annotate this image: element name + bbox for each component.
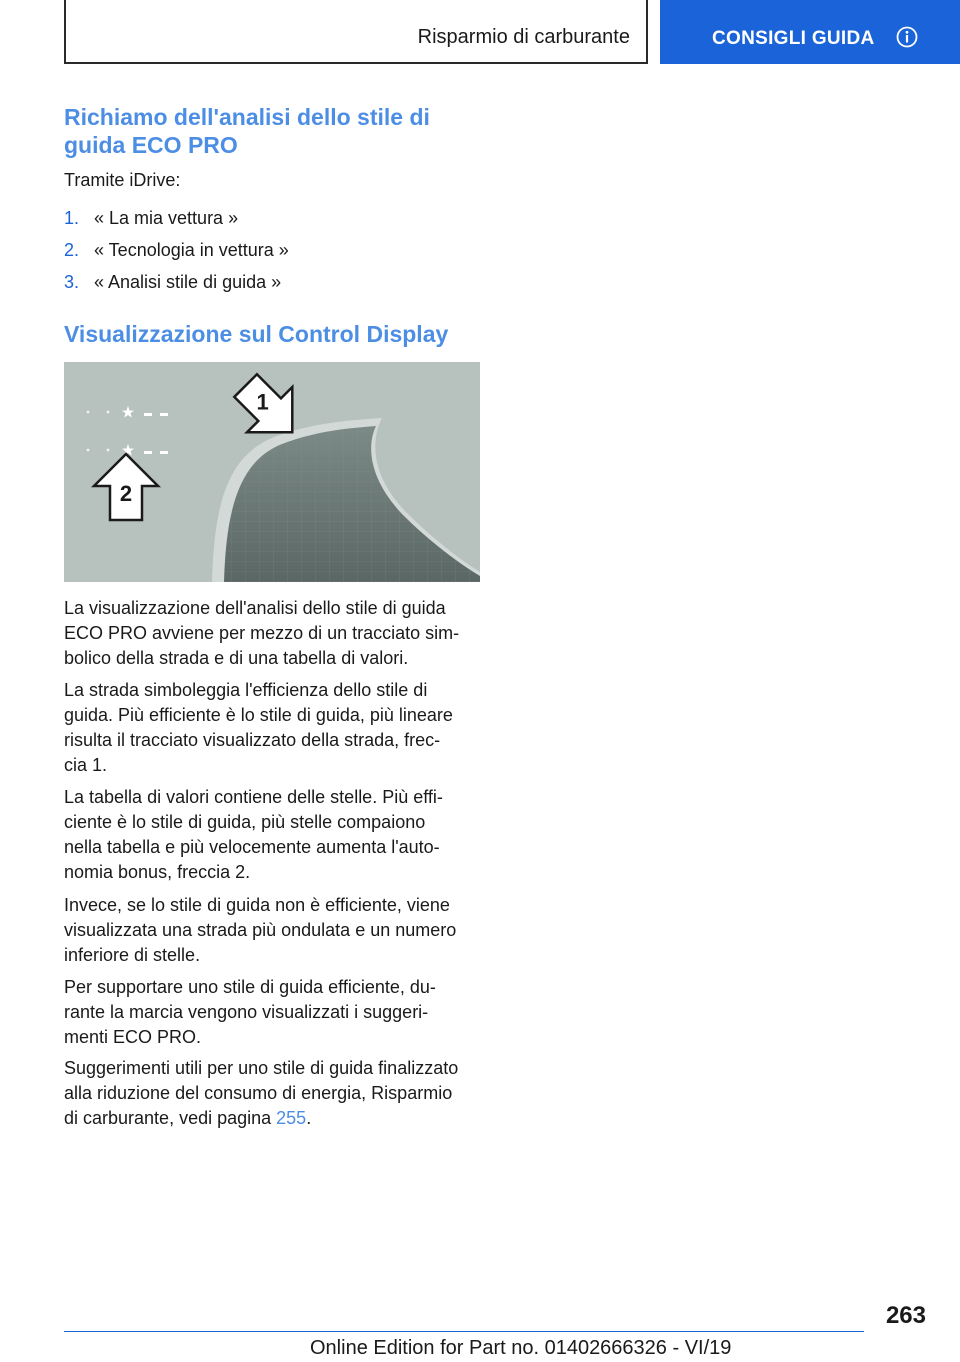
step-text: « La mia vettura » [94, 208, 239, 228]
section-title-line: Richiamo dell'analisi dello stile di [64, 104, 430, 130]
section-title-line: guida ECO PRO [64, 132, 238, 158]
text-line: visualizzata una strada più ondulata e un numero [64, 920, 457, 940]
text-line: Invece, se lo stile di guida non è efficiente, viene [64, 895, 450, 915]
body-paragraph [64, 1056, 504, 1131]
footer-divider [64, 1331, 864, 1332]
eco-pro-display-figure [64, 362, 480, 582]
info-icon [896, 26, 918, 48]
section-title-eco-pro-analysis [64, 103, 430, 159]
list-item [64, 270, 281, 295]
text-line: alla riduzione del consumo di energia, Risparmio [64, 1083, 453, 1103]
arrow-1-label: 1 [256, 389, 269, 415]
footer-edition: Online Edition for Part no. 01402666326 - VI/19 [310, 1337, 732, 1359]
text-line: di carburante, vedi pagina [64, 1108, 277, 1128]
body-paragraph [64, 678, 484, 778]
section-title-control-display: Visualizzazione sul Control Display [64, 321, 449, 347]
text-line: rante la marcia vengono visualizzati i suggeri- [64, 1002, 429, 1022]
chapter-tab[interactable] [660, 0, 960, 64]
chapter-label: CONSIGLI GUIDA [712, 28, 875, 49]
list-item [64, 238, 289, 263]
text-line: Per supportare uno stile di guida efficiente, du- [64, 977, 436, 997]
text-line: La strada simboleggia l'efficienza dello stile di [64, 680, 428, 700]
text-line: guida. Più efficiente è lo stile di guida, più lineare [64, 705, 453, 725]
body-paragraph [64, 785, 484, 885]
text-line: cia 1. [64, 755, 108, 775]
step-number: 2. [64, 240, 80, 260]
list-item [64, 206, 238, 231]
text-line: risulta il tracciato visualizzato della strada, frec- [64, 730, 441, 750]
text-line: nella tabella e più velocemente aumenta l'auto- [64, 837, 440, 857]
body-paragraph [64, 893, 484, 968]
step-text: « Tecnologia in vettura » [94, 240, 289, 260]
text-line: nomia bonus, freccia 2. [64, 862, 251, 882]
text-line: menti ECO PRO. [64, 1027, 202, 1047]
intro-text: Tramite iDrive: [64, 170, 181, 190]
step-number: 1. [64, 208, 80, 228]
text-line: . [306, 1108, 312, 1128]
page-number: 263 [885, 1302, 926, 1329]
body-paragraph [64, 596, 484, 671]
text-line: ciente è lo stile di guida, più stelle compaiono [64, 812, 426, 832]
text-line: La tabella di valori contiene delle stelle. Più effi- [64, 787, 443, 807]
page-link[interactable]: 255 [276, 1108, 307, 1128]
step-text: « Analisi stile di guida » [94, 272, 282, 292]
step-number: 3. [64, 272, 80, 292]
arrow-2-label: 2 [119, 481, 133, 506]
text-line: ECO PRO avviene per mezzo di un tracciato sim- [64, 623, 460, 643]
body-paragraph [64, 975, 484, 1050]
text-line: bolico della strada e di una tabella di valori. [64, 648, 409, 668]
text-line: Suggerimenti utili per uno stile di guida finalizzato [64, 1058, 459, 1078]
header-section-title: Risparmio di carburante [417, 26, 630, 48]
text-line: inferiore di stelle. [64, 945, 201, 965]
text-line: La visualizzazione dell'analisi dello stile di guida [64, 598, 446, 618]
